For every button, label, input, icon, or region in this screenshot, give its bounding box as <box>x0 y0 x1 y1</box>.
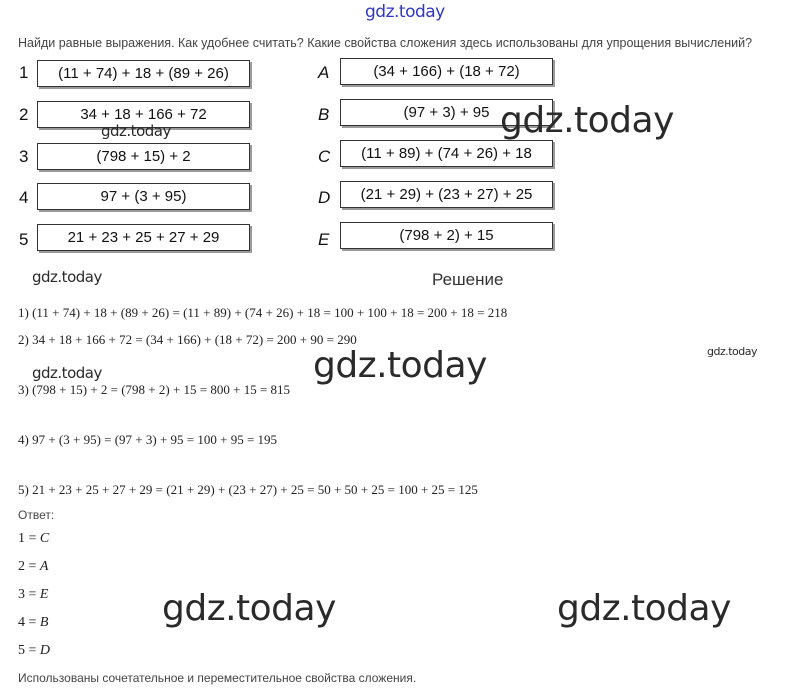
answer-line <box>18 615 48 631</box>
watermark: gdz.today <box>32 364 102 382</box>
item-number: 5 <box>19 230 29 249</box>
site-logo[interactable]: gdz.today <box>365 2 445 22</box>
item-letter: A <box>318 63 330 82</box>
solution-line: 1) (11 + 74) + 18 + (89 + 26) = (11 + 89) + (74 + 26) + 18 = 100 + 100 + 18 = 200 + 18 = 218 <box>18 305 508 320</box>
expression-text: (97 + 3) + 95 <box>403 104 490 121</box>
expression-text: (34 + 166) + (18 + 72) <box>373 63 520 80</box>
expression-box <box>340 58 553 85</box>
watermark: gdz.today <box>162 588 336 629</box>
watermark: gdz.today <box>32 268 102 286</box>
expression-text: (798 + 2) + 15 <box>399 227 494 244</box>
answer-right: C <box>39 531 50 546</box>
expression-text: 21 + 23 + 25 + 27 + 29 <box>67 229 220 246</box>
watermark: gdz.today <box>500 100 674 141</box>
answer-line <box>18 587 48 603</box>
item-number: 4 <box>19 188 29 207</box>
expression-text: 34 + 18 + 166 + 72 <box>80 106 207 123</box>
item-number: 3 <box>19 147 29 166</box>
expression-text: (11 + 74) + 18 + (89 + 26) <box>58 65 229 82</box>
item-letter: D <box>318 188 331 207</box>
answer-heading: Ответ: <box>18 508 55 522</box>
solution-line: 5) 21 + 23 + 25 + 27 + 29 = (21 + 29) + (23 + 27) + 25 = 50 + 50 + 25 = 100 + 25 = 125 <box>18 482 478 497</box>
answer-left: 5 = <box>18 643 40 658</box>
solution-line: 4) 97 + (3 + 95) = (97 + 3) + 95 = 100 + 95 = 195 <box>18 432 278 447</box>
solution-line: 2) 34 + 18 + 166 + 72 = (34 + 166) + (18 + 72) = 200 + 90 = 290 <box>18 332 357 347</box>
item-number: 2 <box>19 105 29 124</box>
watermark: gdz.today <box>707 345 758 358</box>
watermark: gdz.today <box>101 122 171 140</box>
answer-right: D <box>39 643 51 658</box>
answer-line <box>18 531 49 547</box>
expression-text: (798 + 15) + 2 <box>96 148 191 165</box>
expression-box <box>37 183 250 210</box>
answer-left: 3 = <box>18 587 40 602</box>
expression-box <box>340 222 553 249</box>
item-letter: C <box>318 147 331 166</box>
expression-box <box>340 181 553 208</box>
answer-right: B <box>39 615 49 630</box>
task-statement: Найди равные выражения. Как удобнее считать? Какие свойства сложения здесь использованы для упрощения вычислений? <box>18 36 753 50</box>
answer-left: 1 = <box>18 531 40 546</box>
watermark: gdz.today <box>557 588 731 629</box>
expression-text: (11 + 89) + (74 + 26) + 18 <box>361 145 532 162</box>
expression-text: (21 + 29) + (23 + 27) + 25 <box>360 186 533 203</box>
item-letter: E <box>318 230 330 249</box>
watermark: gdz.today <box>313 345 487 386</box>
expression-text: 97 + (3 + 95) <box>100 188 187 205</box>
item-number: 1 <box>19 63 29 82</box>
expression-box <box>37 60 250 87</box>
expression-box <box>37 224 250 251</box>
answer-line <box>18 559 48 575</box>
answer-left: 2 = <box>18 559 40 574</box>
item-letter: B <box>318 105 330 124</box>
answer-right: E <box>39 587 49 602</box>
conclusion-text: Использованы сочетательное и переместительное свойства сложения. <box>18 671 417 685</box>
expression-box <box>37 143 250 170</box>
solution-line: 3) (798 + 15) + 2 = (798 + 2) + 15 = 800 + 15 = 815 <box>18 382 291 397</box>
answer-left: 4 = <box>18 615 40 630</box>
expression-box <box>340 140 553 167</box>
answer-right: A <box>39 559 49 574</box>
solution-title: Решение <box>432 270 504 289</box>
answer-line <box>18 643 50 659</box>
